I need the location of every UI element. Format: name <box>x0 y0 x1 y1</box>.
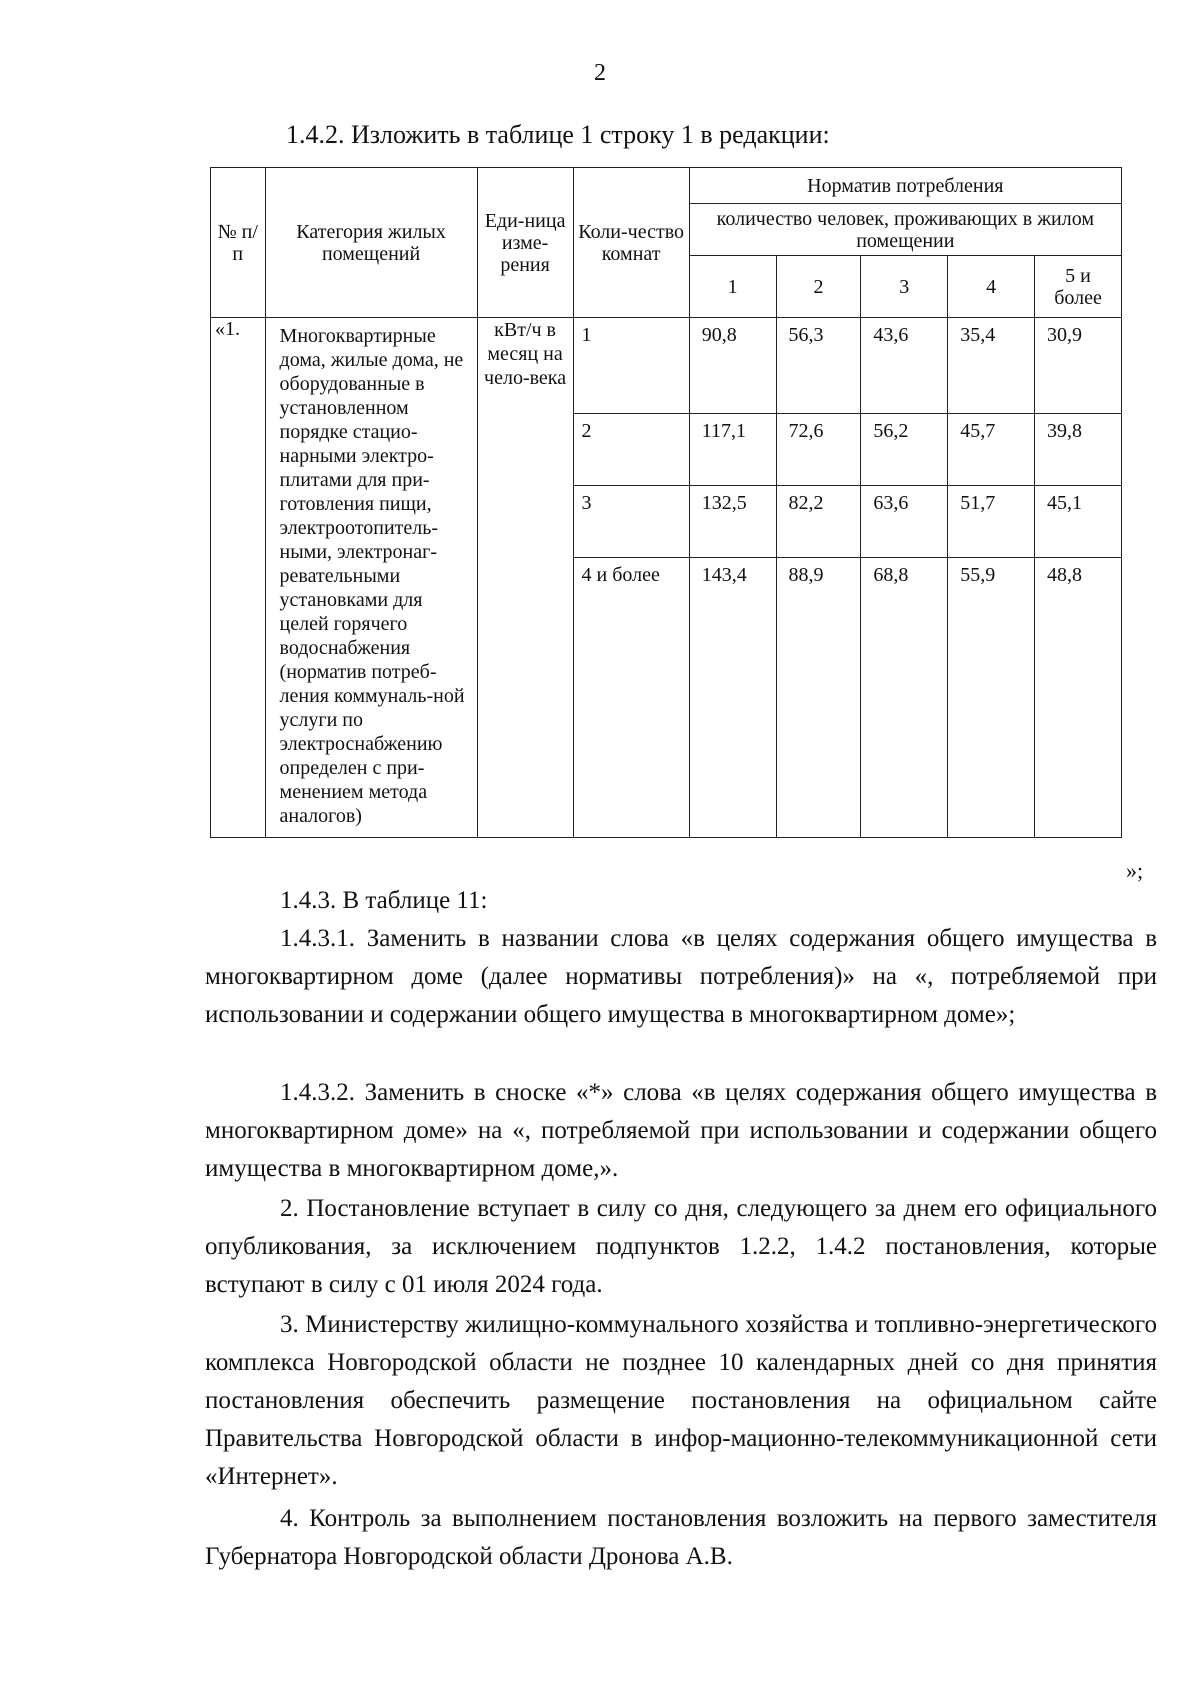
value-cell: 117,1 <box>689 414 776 486</box>
header-people-3: 3 <box>861 256 948 318</box>
intro-line: 1.4.2. Изложить в таблице 1 строку 1 в редакции: <box>286 120 830 149</box>
row-number: «1. <box>211 318 266 838</box>
value-cell: 56,2 <box>861 414 948 486</box>
header-norm-group: Норматив потребления <box>689 168 1121 204</box>
header-unit: Еди-ница изме-рения <box>477 168 573 318</box>
paragraph-1-4-3: 1.4.3. В таблице 11: <box>280 887 488 914</box>
value-cell: 132,5 <box>689 486 776 558</box>
header-category: Категория жилых помещений <box>265 168 477 318</box>
value-cell: 43,6 <box>861 318 948 414</box>
paragraph-1-4-3-2: 1.4.3.2. Заменить в сноске «*» слова «в целях содержания общего имущества в многоквартирном доме» на «, потребляемой при использовании и содержании общего имущества в многоквартирном доме,». <box>205 1079 1157 1182</box>
value-cell: 88,9 <box>776 558 861 838</box>
value-cell: 48,8 <box>1035 558 1122 838</box>
page-number: 2 <box>594 60 606 86</box>
consumption-norm-table <box>210 167 1122 838</box>
value-cell: 90,8 <box>689 318 776 414</box>
header-people-2: 2 <box>776 256 861 318</box>
value-cell: 39,8 <box>1035 414 1122 486</box>
rooms-cell: 1 <box>573 318 689 414</box>
rooms-cell: 4 и более <box>573 558 689 838</box>
value-cell: 35,4 <box>948 318 1035 414</box>
rooms-cell: 3 <box>573 486 689 558</box>
value-cell: 63,6 <box>861 486 948 558</box>
paragraph-3: 3. Министерству жилищно-коммунального хозяйства и топливно-энергетического комплекса Новгородской области не позднее 10 календарных дней со дня принятия постановления обеспечить размещение постановления на официальном сайте Правительства Новгородской области в инфор-мационно-телекоммуникационной сети «Интернет». <box>205 1311 1157 1490</box>
paragraph-1-4-3-1: 1.4.3.1. Заменить в названии слова «в целях содержания общего имущества в многоквартирном доме (далее нормативы потребления)» на «, потребляемой при использовании и содержании общего имущества в многоквартирном доме»; <box>205 925 1157 1028</box>
value-cell: 55,9 <box>948 558 1035 838</box>
row-unit: кВт/ч в месяц на чело-века <box>477 318 573 838</box>
value-cell: 51,7 <box>948 486 1035 558</box>
value-cell: 45,7 <box>948 414 1035 486</box>
rooms-cell: 2 <box>573 414 689 486</box>
header-num: № п/п <box>211 168 266 318</box>
value-cell: 30,9 <box>1035 318 1122 414</box>
value-cell: 82,2 <box>776 486 861 558</box>
header-people-5: 5 и более <box>1035 256 1122 318</box>
row-category: Многоквартирные дома, жилые дома, не оборудованные в установленном порядке стацио-нарными электро-плитами для при-готовления пищи, электроотопитель-ными, электронаг-ревательными установками для целей горячего водоснабжения (норматив потреб-ления коммуналь-ной услуги по электроснабжению определен с при-менением метода аналогов) <box>265 318 477 838</box>
value-cell: 143,4 <box>689 558 776 838</box>
table-row <box>211 318 1122 414</box>
paragraph-2: 2. Постановление вступает в силу со дня, следующего за днем его официального опубликования, за исключением подпунктов 1.2.2, 1.4.2 постановления, которые вступают в силу с 01 июля 2024 года. <box>205 1195 1157 1298</box>
value-cell: 56,3 <box>776 318 861 414</box>
value-cell: 72,6 <box>776 414 861 486</box>
header-people-group: количество человек, проживающих в жилом помещении <box>689 204 1121 256</box>
table-closing-quote: »; <box>1126 858 1144 883</box>
header-people-1: 1 <box>689 256 776 318</box>
value-cell: 68,8 <box>861 558 948 838</box>
paragraph-4: 4. Контроль за выполнением постановления возложить на первого заместителя Губернатора Новгородской области Дронова А.В. <box>205 1505 1157 1570</box>
value-cell: 45,1 <box>1035 486 1122 558</box>
header-rooms: Коли-чество комнат <box>573 168 689 318</box>
header-people-4: 4 <box>948 256 1035 318</box>
